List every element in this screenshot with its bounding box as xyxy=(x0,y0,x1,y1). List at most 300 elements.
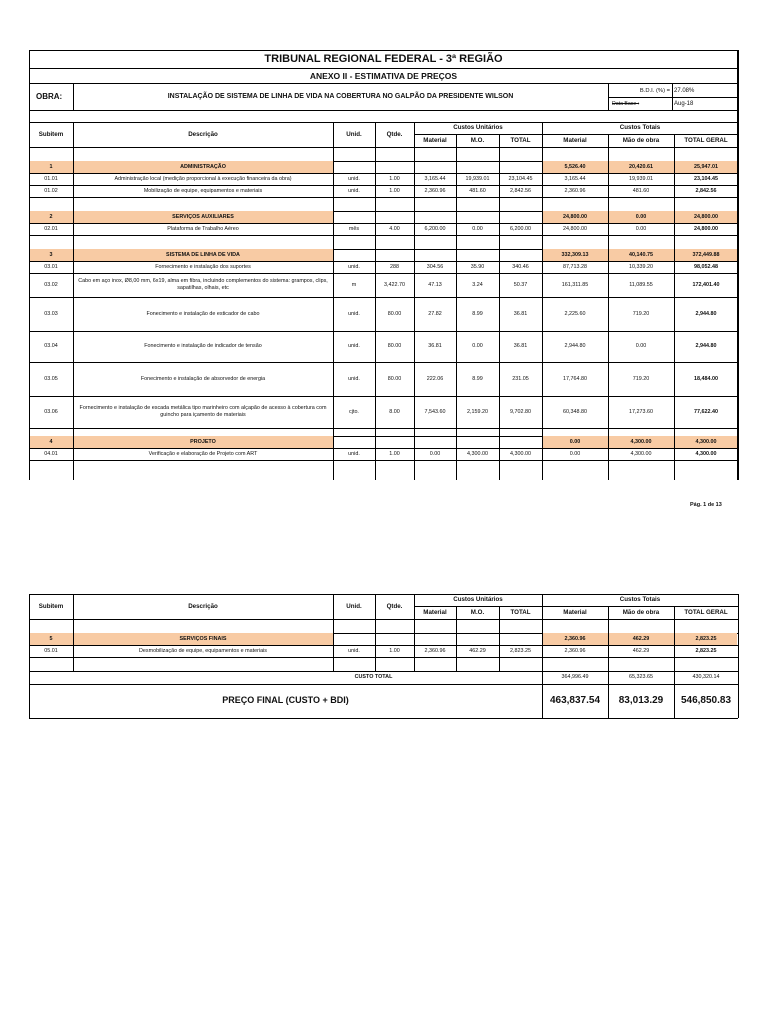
column-divider xyxy=(608,261,609,273)
column-divider xyxy=(542,428,543,436)
column-divider xyxy=(608,185,609,197)
column-divider xyxy=(375,436,376,448)
total-material: 332,309.13 xyxy=(561,251,589,258)
column-divider xyxy=(674,396,675,428)
column-divider xyxy=(674,436,675,448)
row-divider xyxy=(29,110,738,111)
group-title: PROJETO xyxy=(190,438,216,445)
col-header-custos-totais: Custos Totais xyxy=(619,124,661,132)
total-material: 2,944.80 xyxy=(564,343,586,350)
total-geral: 2,823.25 xyxy=(695,647,717,654)
unit: unid. xyxy=(348,175,360,182)
subitem-code: 03.01 xyxy=(44,263,58,270)
column-divider xyxy=(674,448,675,460)
column-divider xyxy=(375,428,376,436)
column-divider xyxy=(456,235,457,249)
column-divider xyxy=(375,161,376,173)
total-labor: 719.20 xyxy=(632,375,650,382)
col-header-qtde: Qtde. xyxy=(386,602,403,610)
total-geral: 4,300.00 xyxy=(695,450,717,457)
column-divider xyxy=(674,657,675,671)
column-divider xyxy=(375,448,376,460)
column-divider xyxy=(499,147,500,161)
column-divider xyxy=(73,185,74,197)
unit-material: 304.56 xyxy=(426,263,444,270)
subitem-code: 03.03 xyxy=(44,310,58,317)
total-material: 3,165.44 xyxy=(564,175,586,182)
col-header-mao-obra: Mão de obra xyxy=(622,136,660,144)
unit: unid. xyxy=(348,187,360,194)
column-divider xyxy=(499,235,500,249)
column-divider xyxy=(674,134,675,147)
unit-labor: 19,939.01 xyxy=(465,175,490,182)
col-header-mo: M.O. xyxy=(470,136,485,144)
unit: unid. xyxy=(348,343,360,350)
total-geral: 2,823.25 xyxy=(695,635,717,642)
quantity: 1.00 xyxy=(389,450,400,457)
column-divider xyxy=(499,460,500,480)
column-divider xyxy=(375,197,376,211)
column-divider xyxy=(375,297,376,331)
quantity: 288 xyxy=(390,263,399,270)
column-divider xyxy=(333,249,334,261)
total-geral: 172,401.40 xyxy=(692,281,720,288)
preco-final-material: 463,837.54 xyxy=(549,694,601,706)
column-divider xyxy=(414,436,415,448)
column-divider xyxy=(542,331,543,362)
column-divider xyxy=(414,235,415,249)
unit-total xyxy=(499,161,542,173)
column-divider xyxy=(375,331,376,362)
column-divider xyxy=(456,362,457,396)
quantity xyxy=(375,161,414,173)
column-divider xyxy=(333,297,334,331)
unit-material: 27.82 xyxy=(428,310,442,317)
obra-title: INSTALAÇÃO DE SISTEMA DE LINHA DE VIDA NA COBERTURA NO GALPÃO DA PRESIDENTE WILSON xyxy=(167,93,514,100)
column-divider xyxy=(73,594,74,619)
column-divider xyxy=(456,147,457,161)
column-divider xyxy=(333,211,334,223)
unit-labor: 8.99 xyxy=(472,310,483,317)
item-description: Plataforma de Trabalho Aéreo xyxy=(167,225,239,232)
column-divider xyxy=(456,161,457,173)
bdi-label: B.D.I. (%) = xyxy=(639,87,670,94)
column-divider xyxy=(375,147,376,161)
column-divider xyxy=(333,619,334,633)
column-divider xyxy=(542,362,543,396)
column-divider xyxy=(499,223,500,235)
column-divider xyxy=(674,249,675,261)
unit: unid. xyxy=(348,310,360,317)
group-title: SISTEMA DE LINHA DE VIDA xyxy=(166,251,240,258)
column-divider xyxy=(499,297,500,331)
total-geral: 18,484.00 xyxy=(694,375,718,382)
total-geral: 98,052.48 xyxy=(694,263,718,270)
subitem-code: 04.01 xyxy=(44,450,58,457)
column-divider xyxy=(542,261,543,273)
quantity xyxy=(375,436,414,448)
column-divider xyxy=(674,645,675,657)
unit-total: 340.46 xyxy=(512,263,529,270)
subitem-code: 02.01 xyxy=(44,225,58,232)
column-divider xyxy=(499,249,500,261)
col-header-custos-totais: Custos Totais xyxy=(619,596,661,604)
column-divider xyxy=(375,122,376,147)
col-header-descricao: Descrição xyxy=(188,602,218,610)
column-divider xyxy=(456,396,457,428)
column-divider xyxy=(674,161,675,173)
total-labor: 0.00 xyxy=(635,343,647,350)
col-header-descricao: Descrição xyxy=(188,130,218,138)
total-labor: 11,089.55 xyxy=(629,281,653,288)
column-divider xyxy=(674,197,675,211)
col-header-custos-unitarios: Custos Unitários xyxy=(453,596,503,604)
row-divider xyxy=(29,235,738,236)
quantity: 80.00 xyxy=(387,375,402,382)
column-divider xyxy=(73,362,74,396)
total-material: 24,800.00 xyxy=(563,213,587,220)
column-divider xyxy=(333,147,334,161)
column-divider xyxy=(456,645,457,657)
column-divider xyxy=(674,273,675,297)
column-divider xyxy=(499,448,500,460)
unit-labor: 462.29 xyxy=(469,647,486,654)
column-divider xyxy=(456,185,457,197)
column-divider xyxy=(499,134,500,147)
column-divider xyxy=(375,460,376,480)
total-labor: 20,420.61 xyxy=(629,163,653,170)
total-material: 2,360.96 xyxy=(564,635,586,642)
total-labor: 10,339.20 xyxy=(629,263,653,270)
column-divider xyxy=(542,223,543,235)
unit-labor: 3.24 xyxy=(472,281,483,288)
item-description: Cabo em aço inox, Ø8,00 mm, 6x19, alma em fibra, incluindo complementos do sistema: grampos, clips, sapatilhas, olhais, etc xyxy=(78,278,328,291)
unit-material: 0.00 xyxy=(429,450,441,457)
column-divider xyxy=(499,362,500,396)
total-material: 17,764.80 xyxy=(563,375,587,382)
column-divider xyxy=(542,161,543,173)
quantity: 1.00 xyxy=(389,647,400,654)
column-divider xyxy=(375,657,376,671)
column-divider xyxy=(414,657,415,671)
unit-material: 3,165.44 xyxy=(424,175,446,182)
total-labor: 19,939.01 xyxy=(629,175,653,182)
unit-material xyxy=(414,436,456,448)
column-divider xyxy=(414,147,415,161)
column-divider xyxy=(608,297,609,331)
column-divider xyxy=(608,436,609,448)
unit-labor: 35.90 xyxy=(470,263,485,270)
column-divider xyxy=(73,273,74,297)
quantity xyxy=(375,211,414,223)
unit-total: 2,842.56 xyxy=(510,187,531,194)
col-header-material-total: Material xyxy=(563,608,587,616)
column-divider xyxy=(608,428,609,436)
column-divider xyxy=(414,297,415,331)
column-divider xyxy=(608,633,609,645)
subitem-code: 05.01 xyxy=(44,647,58,654)
custo-total-geral: 430,320.14 xyxy=(692,674,720,681)
column-divider xyxy=(456,428,457,436)
column-divider xyxy=(414,122,415,147)
total-geral: 372,449.88 xyxy=(692,251,720,258)
unit xyxy=(333,211,375,223)
column-divider xyxy=(73,223,74,235)
column-divider xyxy=(542,436,543,448)
column-divider xyxy=(333,235,334,249)
column-divider xyxy=(375,645,376,657)
column-divider xyxy=(73,161,74,173)
col-header-total: TOTAL xyxy=(510,136,531,144)
column-divider xyxy=(414,173,415,185)
total-material: 87,713.28 xyxy=(563,263,587,270)
quantity: 4.00 xyxy=(389,225,400,232)
preco-final-label: PREÇO FINAL (CUSTO + BDI) xyxy=(222,695,349,706)
column-divider xyxy=(333,161,334,173)
subitem-code: 03.06 xyxy=(44,408,58,415)
column-divider xyxy=(456,460,457,480)
total-geral: 2,842.56 xyxy=(695,187,717,194)
total-geral: 2,944.80 xyxy=(695,310,717,317)
col-header-mo: M.O. xyxy=(470,608,485,616)
subitem-code: 03.02 xyxy=(44,281,58,288)
column-divider xyxy=(674,223,675,235)
unit-labor: 0.00 xyxy=(472,343,483,350)
total-material: 0.00 xyxy=(569,450,581,457)
column-divider xyxy=(456,197,457,211)
column-divider xyxy=(456,261,457,273)
column-divider xyxy=(375,261,376,273)
unit: m xyxy=(351,281,357,288)
row-divider xyxy=(29,428,738,429)
column-divider xyxy=(499,173,500,185)
item-description: Fornecimento e instalação de escada metálica tipo marinheiro com alçapão de acesso à cobertura com guincho para içamento de materiais xyxy=(79,405,327,418)
column-divider xyxy=(333,633,334,645)
column-divider xyxy=(414,223,415,235)
column-divider xyxy=(499,211,500,223)
column-divider xyxy=(674,606,675,619)
column-divider xyxy=(608,161,609,173)
column-divider xyxy=(608,460,609,480)
col-header-unid: Unid. xyxy=(346,602,362,610)
column-divider xyxy=(73,122,74,147)
column-divider xyxy=(414,633,415,645)
column-divider xyxy=(375,273,376,297)
total-material: 0.00 xyxy=(569,438,581,445)
column-divider xyxy=(608,362,609,396)
quantity: 8.00 xyxy=(389,408,400,415)
column-divider xyxy=(414,428,415,436)
column-divider xyxy=(456,249,457,261)
column-divider xyxy=(414,362,415,396)
unit xyxy=(333,161,375,173)
quantity: 80.00 xyxy=(387,310,402,317)
column-divider xyxy=(738,594,739,718)
column-divider xyxy=(499,606,500,619)
column-divider xyxy=(456,297,457,331)
unit-material: 47.13 xyxy=(428,281,442,288)
document-title: TRIBUNAL REGIONAL FEDERAL - 3ª REGIÃO xyxy=(264,53,503,65)
column-divider xyxy=(375,235,376,249)
column-divider xyxy=(499,428,500,436)
total-labor: 481.60 xyxy=(632,187,650,194)
column-divider xyxy=(333,396,334,428)
column-divider xyxy=(608,147,609,161)
total-labor: 0.00 xyxy=(635,213,647,220)
data-base-label: Data Base : xyxy=(612,100,640,107)
unit-total xyxy=(499,249,542,261)
column-divider xyxy=(414,161,415,173)
column-divider xyxy=(456,606,457,619)
obra-label: OBRA: xyxy=(36,92,63,101)
total-labor: 462.29 xyxy=(632,647,650,654)
unit-total: 4,300.00 xyxy=(510,450,531,457)
unit-material: 222.06 xyxy=(426,375,444,382)
column-divider xyxy=(73,448,74,460)
unit-material: 36.81 xyxy=(428,343,442,350)
unit-total: 36.81 xyxy=(513,310,528,317)
column-divider xyxy=(456,331,457,362)
column-divider xyxy=(73,331,74,362)
column-divider xyxy=(73,173,74,185)
total-material: 2,360.96 xyxy=(564,187,586,194)
quantity xyxy=(375,633,414,645)
column-divider xyxy=(674,428,675,436)
unit-material xyxy=(414,161,456,173)
column-divider xyxy=(73,645,74,657)
quantity: 3,422.70 xyxy=(384,281,405,288)
column-divider xyxy=(73,396,74,428)
unit-labor: 2,159.20 xyxy=(467,408,488,415)
column-divider xyxy=(333,460,334,480)
unit-total: 36.81 xyxy=(513,343,528,350)
column-divider xyxy=(499,633,500,645)
column-divider xyxy=(542,185,543,197)
column-divider xyxy=(333,362,334,396)
column-divider xyxy=(375,633,376,645)
item-description: Administração local (medição proporcional à execução financeira da obra) xyxy=(114,175,292,182)
column-divider xyxy=(674,235,675,249)
column-divider xyxy=(499,436,500,448)
group-number: 5 xyxy=(49,635,53,642)
column-divider xyxy=(456,436,457,448)
bdi-value: 27.08% xyxy=(674,87,695,94)
column-divider xyxy=(542,173,543,185)
column-divider xyxy=(674,297,675,331)
col-header-material: Material xyxy=(423,608,447,616)
unit-material: 6,200.00 xyxy=(424,225,446,232)
column-divider xyxy=(542,273,543,297)
column-divider xyxy=(499,619,500,633)
unit-labor xyxy=(456,249,499,261)
column-divider xyxy=(608,273,609,297)
column-divider xyxy=(333,223,334,235)
unit: unid. xyxy=(348,263,360,270)
custo-total-mao-obra: 65,323.65 xyxy=(629,674,653,681)
column-divider xyxy=(414,331,415,362)
page-number: Pág. 1 de 13 xyxy=(690,502,722,508)
unit-labor: 8.99 xyxy=(472,375,483,382)
unit-material xyxy=(414,633,456,645)
col-header-unid: Unid. xyxy=(346,130,362,138)
column-divider xyxy=(608,396,609,428)
row-divider xyxy=(29,147,738,148)
column-divider xyxy=(674,460,675,480)
col-header-mao-obra: Mão de obra xyxy=(622,608,660,616)
column-divider xyxy=(608,173,609,185)
preco-final-mao-obra: 83,013.29 xyxy=(618,694,664,706)
column-divider xyxy=(456,657,457,671)
column-divider xyxy=(73,211,74,223)
column-divider xyxy=(375,173,376,185)
column-divider xyxy=(73,436,74,448)
total-geral: 2,944.80 xyxy=(695,343,717,350)
unit-material: 2,360.96 xyxy=(424,187,446,194)
total-labor: 719.20 xyxy=(632,310,650,317)
quantity: 1.00 xyxy=(389,187,400,194)
column-divider xyxy=(542,122,543,147)
col-header-material: Material xyxy=(423,136,447,144)
column-divider xyxy=(73,428,74,436)
unit-total: 23,104.45 xyxy=(508,175,533,182)
quantity: 1.00 xyxy=(389,175,400,182)
column-divider xyxy=(542,619,543,633)
custo-total-label: CUSTO TOTAL xyxy=(354,674,393,681)
unit-total: 231.05 xyxy=(512,375,529,382)
unit: mês xyxy=(348,225,360,232)
subitem-code: 01.01 xyxy=(44,175,58,182)
column-divider xyxy=(375,185,376,197)
column-divider xyxy=(499,261,500,273)
column-divider xyxy=(414,249,415,261)
column-divider xyxy=(542,657,543,671)
column-divider xyxy=(542,197,543,211)
group-number: 4 xyxy=(49,438,53,445)
column-divider xyxy=(375,223,376,235)
column-divider xyxy=(333,594,334,619)
item-description: Fonecimento e instalação de esticador de cabo xyxy=(146,310,260,317)
total-material: 5,526.40 xyxy=(564,163,586,170)
unit xyxy=(333,249,375,261)
column-divider xyxy=(674,173,675,185)
column-divider xyxy=(73,197,74,211)
column-divider xyxy=(608,197,609,211)
column-divider xyxy=(333,173,334,185)
row-divider xyxy=(29,619,738,620)
unit-labor xyxy=(456,211,499,223)
quantity xyxy=(375,249,414,261)
column-divider xyxy=(674,211,675,223)
total-material: 2,225.60 xyxy=(564,310,586,317)
column-divider xyxy=(333,185,334,197)
unit xyxy=(333,633,375,645)
column-divider xyxy=(456,273,457,297)
total-geral: 25,947.01 xyxy=(694,163,718,170)
column-divider xyxy=(499,197,500,211)
column-divider xyxy=(73,235,74,249)
column-divider xyxy=(499,161,500,173)
unit: unid. xyxy=(348,450,360,457)
column-divider xyxy=(542,396,543,428)
unit-material: 7,543.60 xyxy=(424,408,446,415)
unit-total xyxy=(499,633,542,645)
unit-labor xyxy=(456,436,499,448)
column-divider xyxy=(333,428,334,436)
column-divider xyxy=(499,273,500,297)
column-divider xyxy=(499,396,500,428)
column-divider xyxy=(542,147,543,161)
unit-total: 6,200.00 xyxy=(510,225,531,232)
